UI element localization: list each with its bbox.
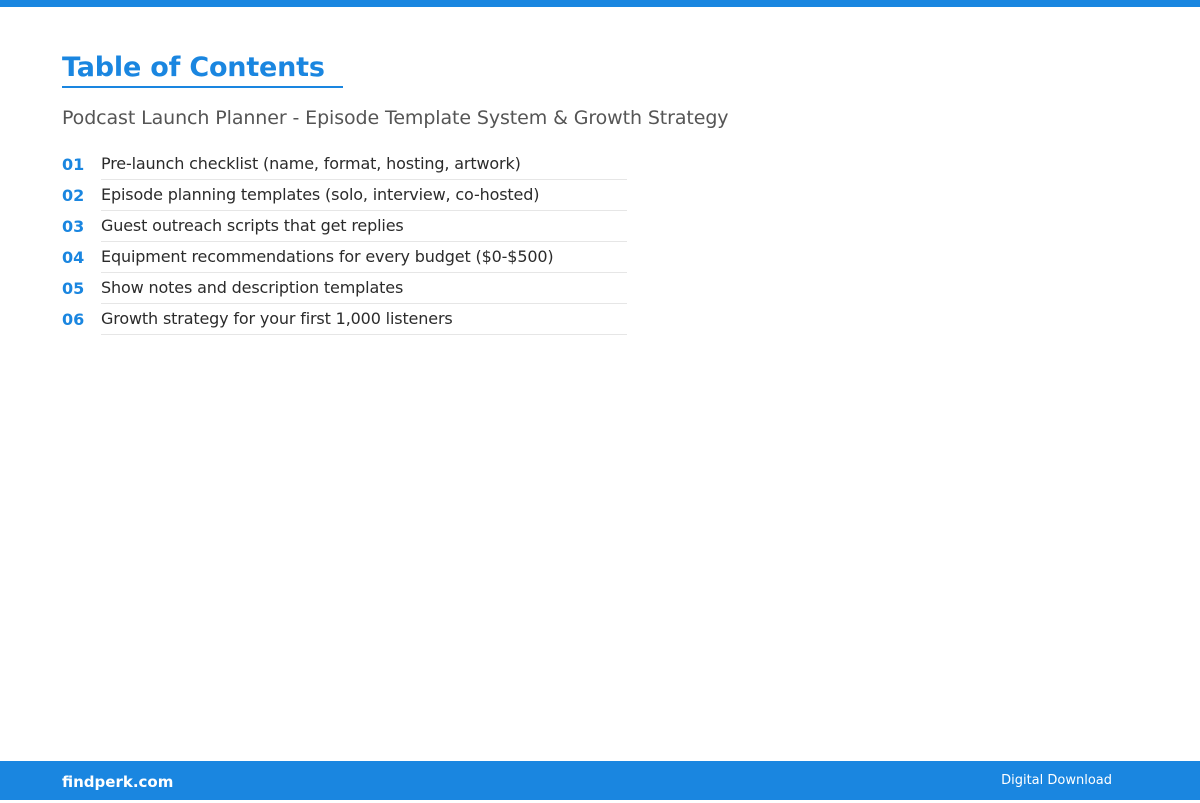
toc-item-text: Episode planning templates (solo, interview, co-hosted) [101,180,627,211]
toc-item-number: 03 [62,217,85,236]
toc-item-number: 01 [62,155,85,174]
toc-item [62,304,1138,335]
toc-item-text: Equipment recommendations for every budget ($0-$500) [101,242,627,273]
toc-item [62,149,1138,180]
toc-item-text: Guest outreach scripts that get replies [101,211,627,242]
top-accent-bar [0,0,1200,7]
toc-item-number: 02 [62,186,85,205]
footer-label: Digital Download [1001,773,1112,788]
footer-brand-link[interactable]: findperk.com [62,773,174,791]
toc-item-number: 06 [62,310,85,329]
page-title: Table of Contents [62,50,343,88]
toc-item [62,211,1138,242]
toc-item [62,273,1138,304]
toc-item-number: 05 [62,279,85,298]
toc-item-text: Pre-launch checklist (name, format, hosting, artwork) [101,149,627,180]
page-subtitle: Podcast Launch Planner - Episode Template System & Growth Strategy [62,107,729,129]
toc-item [62,242,1138,273]
toc-item-text: Show notes and description templates [101,273,627,304]
toc-item-text: Growth strategy for your first 1,000 listeners [101,304,627,335]
toc-page [62,50,1138,335]
footer-bar [0,761,1200,800]
toc-list [62,149,1138,335]
toc-item-number: 04 [62,248,85,267]
toc-item [62,180,1138,211]
